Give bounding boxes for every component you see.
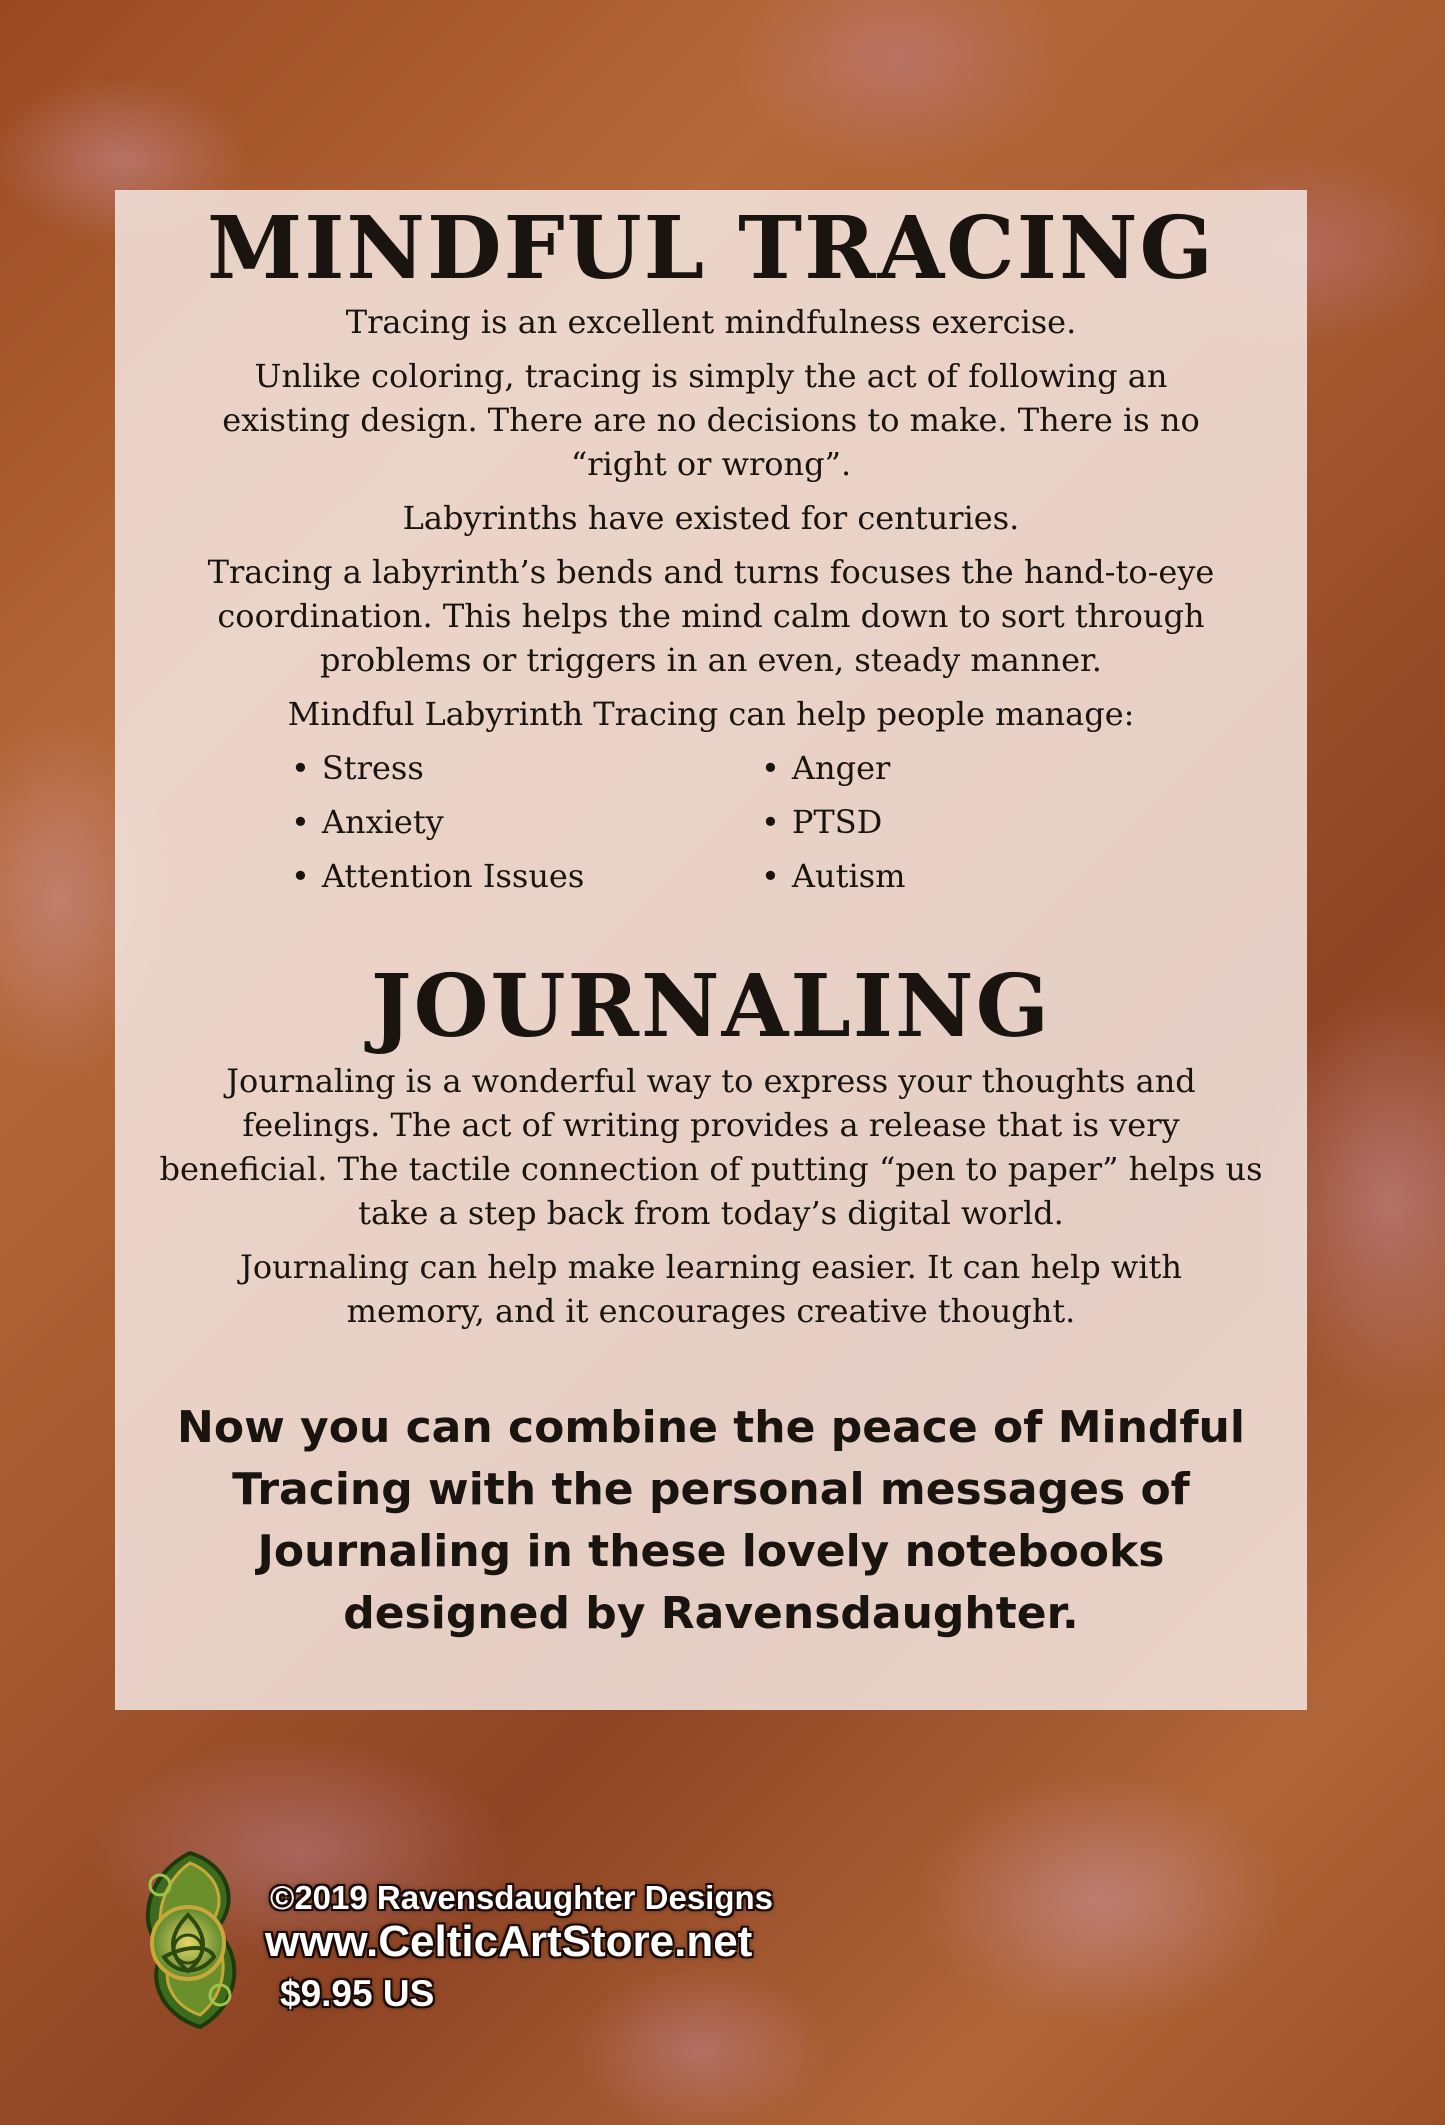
journaling-paragraph-2: Journaling can help make learning easier. It can help with memory, and it encourages creative thought. [240,1247,1182,1330]
content-panel [115,190,1307,1710]
journaling-title: JOURNALING [370,956,1052,1058]
website-link[interactable]: www.CelticArtStore.net [265,1917,753,1966]
tracing-paragraph-2: Unlike coloring, tracing is simply the act of following an existing design. There are no decisions to make. There is no “right or wrong”. [222,357,1200,484]
list-item: • Anxiety [291,803,444,842]
footer [120,1845,840,2035]
closing-statement: Now you can combine the peace of Mindful Tracing with the personal messages of Journaling in these lovely notebooks designed by Ravensdaughter. [177,1401,1245,1639]
celtic-triquetra-icon [120,1845,260,2035]
tracing-title: MINDFUL TRACING [207,198,1215,299]
copyright-text: ©2019 Ravensdaughter Designs [270,1879,774,1916]
tracing-paragraph-3: Labyrinths have existed for centuries. [402,499,1020,538]
list-item: • Attention Issues [291,857,585,896]
tracing-paragraph-4: Tracing a labyrinth’s bends and turns focuses the hand-to-eye coordination. This helps the mind calm down to sort through problems or triggers in an even, steady manner. [207,553,1215,680]
list-item: • Stress [291,749,424,788]
price-label: $9.95 US [280,1973,435,2014]
bullet-list [155,746,1267,898]
tracing-paragraph-1: Tracing is an excellent mindfulness exercise. [345,303,1077,342]
list-item: • PTSD [761,803,883,842]
list-item: • Autism [761,857,906,896]
journaling-paragraph-1: Journaling is a wonderful way to express your thoughts and feelings. The act of writing provides a release that is very beneficial. The tactile connection of putting “pen to paper” helps us take a step back from today’s digital world. [159,1061,1263,1232]
list-item: • Anger [761,749,891,788]
tracing-paragraph-5: Mindful Labyrinth Tracing can help people manage: [287,695,1135,734]
